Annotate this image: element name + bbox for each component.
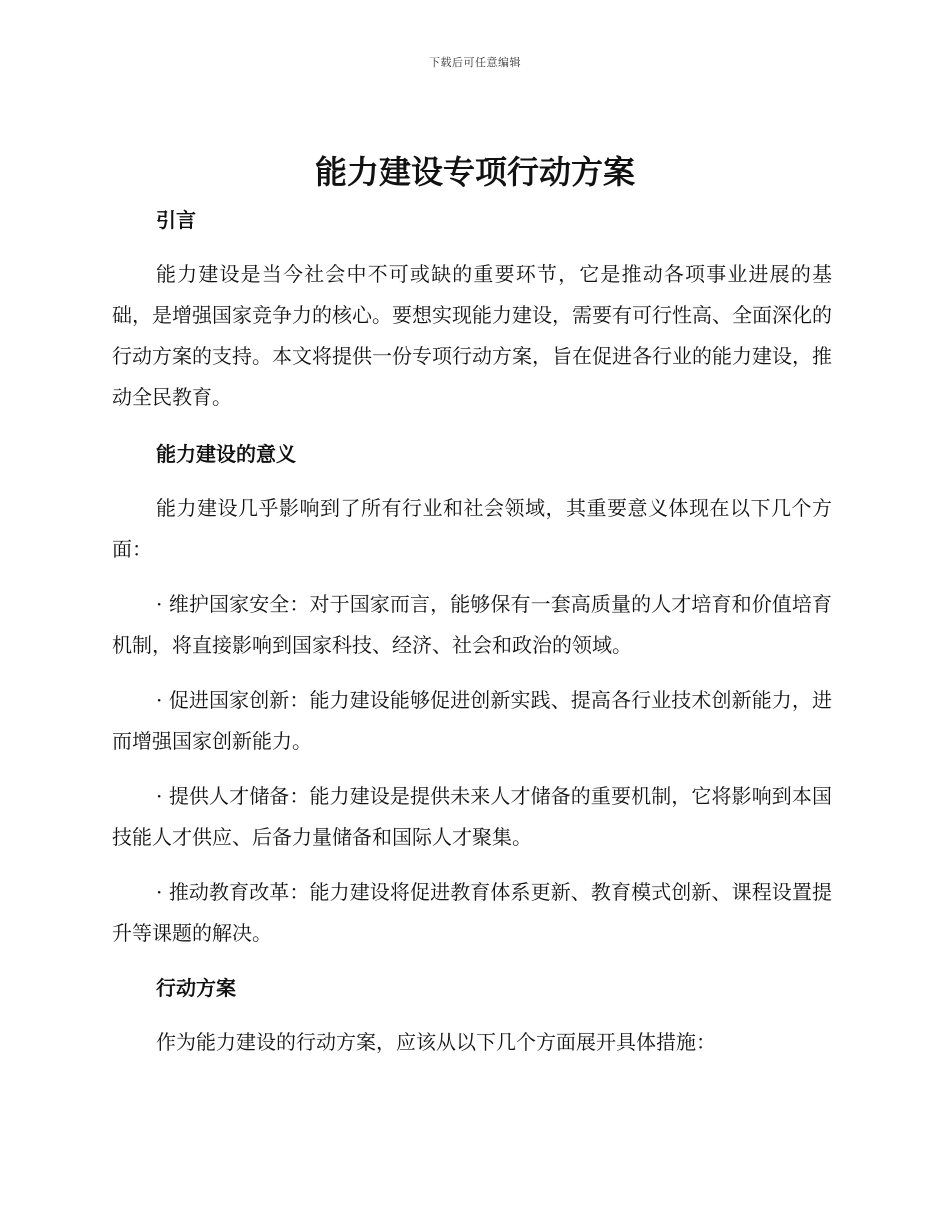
- section-heading-intro: 引言: [156, 208, 196, 232]
- page-header-note: 下载后可任意编辑: [429, 56, 521, 69]
- document-body: [112, 200, 832, 1063]
- meaning-paragraph: 能力建设几乎影响到了所有行业和社会领域，其重要意义体现在以下几个方面：: [112, 496, 832, 561]
- plan-paragraph: 作为能力建设的行动方案，应该从以下几个方面展开具体措施：: [156, 1030, 716, 1054]
- intro-paragraph: 能力建设是当今社会中不可或缺的重要环节，它是推动各项事业进展的基础，是增强国家竞争力的核心。要想实现能力建设，需要有可行性高、全面深化的行动方案的支持。本文将提供一份专项行动方案，旨在促进各行业的能力建设，推动全民教育。: [112, 262, 832, 409]
- document-title: 能力建设专项行动方案: [314, 153, 635, 191]
- meaning-bullet-security: · 维护国家安全：对于国家而言，能够保有一套高质量的人才培育和价值培育机制，将直接影响到国家科技、经济、社会和政治的领域。: [112, 592, 832, 657]
- meaning-bullet-talent: · 提供人才储备：能力建设是提供未来人才储备的重要机制，它将影响到本国技能人才供应、后备力量储备和国际人才聚集。: [112, 784, 832, 849]
- section-heading-plan: 行动方案: [156, 976, 236, 1000]
- section-heading-meaning: 能力建设的意义: [156, 442, 296, 466]
- meaning-bullet-education: · 推动教育改革：能力建设将促进教育体系更新、教育模式创新、课程设置提升等课题的解决。: [112, 880, 832, 945]
- meaning-bullet-innovation: · 促进国家创新：能力建设能够促进创新实践、提高各行业技术创新能力，进而增强国家创新能力。: [112, 688, 832, 753]
